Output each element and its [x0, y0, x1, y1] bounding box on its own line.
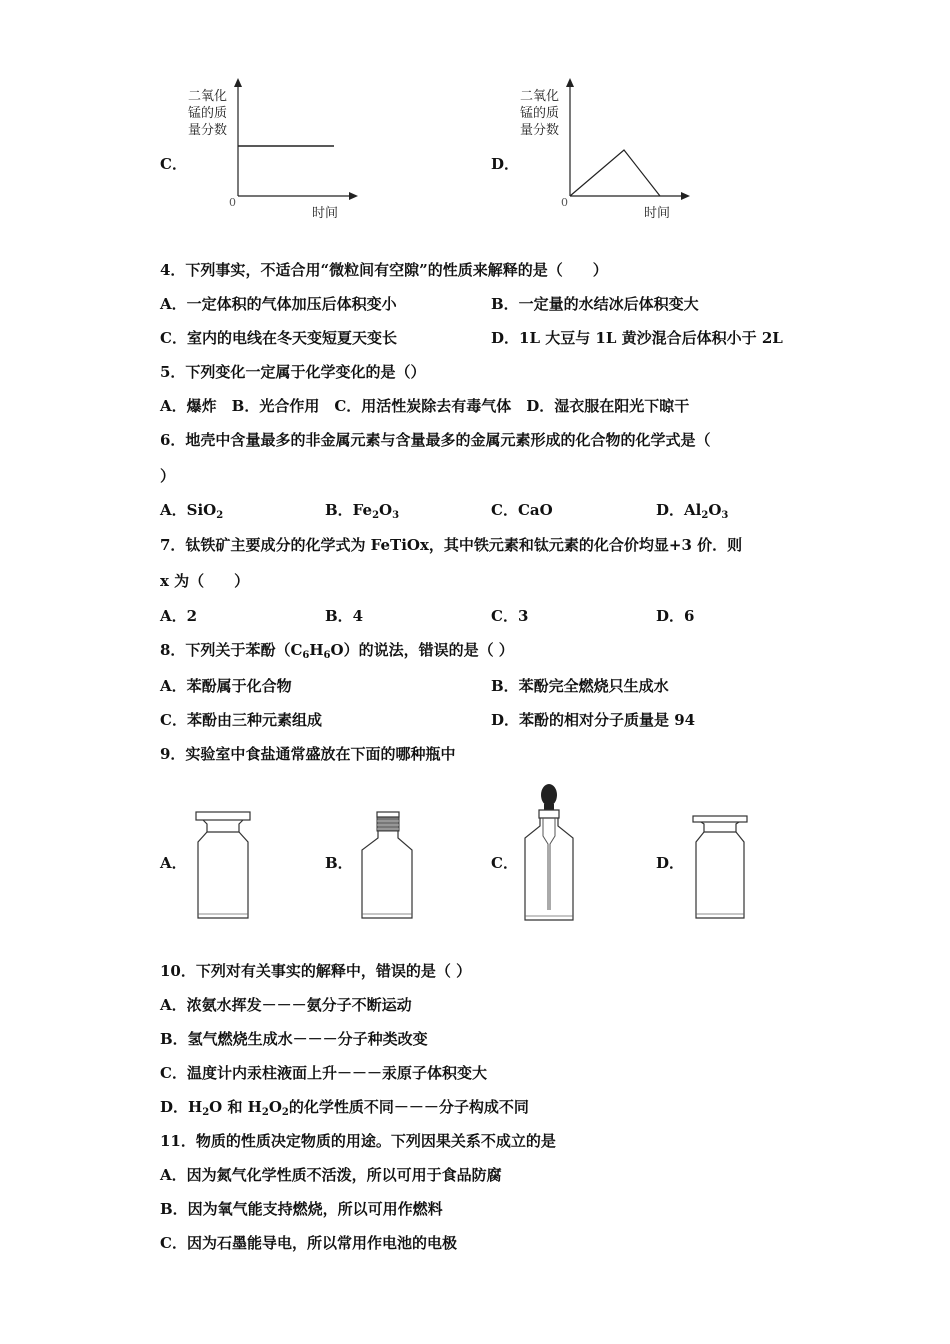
- wide-mouth-bottle-icon: [193, 810, 253, 922]
- q6-stem-line1: 6．地壳中含量最多的非金属元素与含量最多的金属元素形成的化合物的化学式是（: [160, 431, 711, 449]
- q9-stem: 9．实验室中食盐通常盛放在下面的哪种瓶中: [160, 745, 456, 763]
- q6-option-d: D．$Al_2O_3$: [656, 501, 729, 521]
- q7-option-a: A．2: [160, 607, 198, 625]
- q11-option-c: C．因为石墨能导电，所以常用作电池的电极: [160, 1234, 457, 1252]
- q9-option-c: C．: [491, 854, 518, 872]
- q11-stem: 11．物质的性质决定物质的用途。下列因果关系不成立的是: [160, 1132, 556, 1150]
- q7-stem-line1: 7．钛铁矿主要成分的化学式为 FeTiOx，其中铁元素和钛元素的化合价均显+3 价．则: [160, 536, 743, 554]
- narrow-mouth-bottle-icon: [358, 810, 418, 922]
- q5-options: A．爆炸 B．光合作用 C．用活性炭除去有毒气体 D．湿衣服在阳光下晾干: [160, 397, 690, 415]
- q4-stem: 4．下列事实，不适合用“微粒间有空隙”的性质来解释的是（ ）: [160, 261, 608, 279]
- q10-option-c: C．温度计内汞柱液面上升－－－汞原子体积变大: [160, 1064, 487, 1082]
- q4-option-b: B．一定量的水结冰后体积变大: [491, 295, 699, 313]
- q9-option-a: A．: [160, 854, 187, 872]
- graph-c-axes: [228, 78, 368, 208]
- q4-option-d: D．1L 大豆与 1L 黄沙混合后体积小于 2L: [491, 329, 783, 347]
- graph-c-origin: 0: [229, 196, 236, 209]
- q8-option-b: B．苯酚完全燃烧只生成水: [491, 677, 669, 695]
- graph-d-label: D．: [491, 155, 520, 173]
- q7-option-d: D．6: [656, 607, 695, 625]
- q7-option-c: C．3: [491, 607, 529, 625]
- q10-option-d: D．$H_2O$ 和 $H_2O_2$的化学性质不同－－－分子构成不同: [160, 1098, 529, 1118]
- q8-option-a: A．苯酚属于化合物: [160, 677, 292, 695]
- q6-option-b: B．$Fe_2O_3$: [325, 501, 400, 521]
- q6-option-a: A．SiO$_2$: [160, 501, 224, 521]
- dropper-bottle-icon: [519, 782, 579, 924]
- q8-option-c: C．苯酚由三种元素组成: [160, 711, 322, 729]
- q11-option-a: A．因为氮气化学性质不活泼，所以可用于食品防腐: [160, 1166, 502, 1184]
- q9-option-d: D．: [656, 854, 685, 872]
- graph-d-ylabel: 二氧化 锰的质 量分数: [520, 89, 560, 138]
- q11-option-b: B．因为氧气能支持燃烧，所以可用作燃料: [160, 1200, 443, 1218]
- q6-option-c: C．CaO: [491, 501, 553, 519]
- graph-d-line: [570, 150, 660, 196]
- graph-d-axes: [560, 78, 700, 208]
- q8-option-d: D．苯酚的相对分子质量是 94: [491, 711, 696, 729]
- graph-c-ylabel: 二氧化 锰的质 量分数: [188, 89, 228, 138]
- q4-option-a: A．一定体积的气体加压后体积变小: [160, 295, 397, 313]
- graph-c-xlabel: 时间: [312, 206, 339, 221]
- q4-option-c: C．室内的电线在冬天变短夏天变长: [160, 329, 397, 347]
- q10-stem: 10．下列对有关事实的解释中，错误的是（ ）: [160, 962, 472, 980]
- q7-stem-line2: x 为（ ）: [160, 572, 250, 590]
- graph-d-xlabel: 时间: [644, 206, 671, 221]
- q5-stem: 5．下列变化一定属于化学变化的是（）: [160, 363, 426, 381]
- q9-option-b: B．: [325, 854, 353, 872]
- q10-option-a: A．浓氨水挥发－－－氨分子不断运动: [160, 996, 412, 1014]
- q6-stem-line2: ）: [160, 467, 176, 485]
- open-mouth-bottle-icon: [691, 810, 751, 922]
- graph-d-origin: 0: [561, 196, 568, 209]
- q7-option-b: B．4: [325, 607, 364, 625]
- graph-c-label: C．: [160, 155, 187, 173]
- q8-stem: 8．下列关于苯酚$(C_6H_6O)$的说法，错误的是（ ）: [160, 641, 514, 661]
- q10-option-b: B．氢气燃烧生成水－－－分子种类改变: [160, 1030, 428, 1048]
